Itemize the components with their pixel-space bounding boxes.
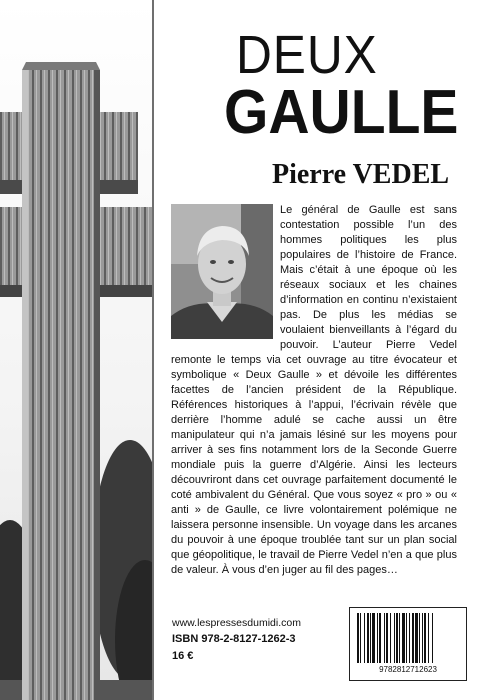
blurb-text: Le général de Gaulle est sans contestation possible l’un des hommes politiques les plus populaires de l’histoire de France. Mais c’était à une époque où les réseaux sociaux et les chaines d’information en continu n’existaient pas. De plus les médias se voulaient bienveillants à l’égard du pouvoir. L’auteur Pierre Vedel remonte le temps via cet ouvrage au titre évocateur et symbolique « Deux Gaulle » et dévoile les différentes facettes de l’ancien président de la République. Références historiques à l’appui, l’écrivain révèle que derrière l’homme adulé se cache aussi un être manipulateur qui n’a jamais lésiné sur les moyens pour arriver à ses fins notamment lors de la Seconde Guerre mondiale puis la guerre d’Algérie. Ainsi les lecteurs découvriront dans cet ouvrage parfaitement documenté le coté ambivalent du Général. Que vous soyez « pro » ou « anti » de Gaulle, ce livre volontairement polémique ne laissera personne insensible. Un voyage dans les arcanes du pouvoir à une époque troublée tant sur un plan social que géopolitique, le travail de Pierre Vedel n’en a que plus de valeur. À vous d’en juger au fil des pages… — [171, 204, 457, 576]
photo-spacer — [171, 203, 280, 339]
title-line-1: DEUX — [236, 25, 378, 85]
cross-of-lorraine-illustration — [0, 0, 152, 700]
barcode-bar — [360, 613, 361, 663]
barcode-bar — [432, 613, 433, 663]
barcode-bar — [415, 613, 418, 663]
barcode — [349, 607, 467, 681]
barcode-bar — [379, 613, 381, 663]
barcode-bar — [364, 613, 365, 663]
barcode-bar — [390, 613, 391, 663]
isbn: ISBN 978-2-8127-1262-3 — [172, 633, 296, 645]
cross-of-lorraine-image — [0, 0, 152, 700]
barcode-bar — [412, 613, 414, 663]
barcode-bar — [367, 613, 369, 663]
price: 16 € — [172, 650, 194, 662]
barcode-number: 9782812712623 — [379, 665, 437, 674]
barcode-bar — [386, 613, 388, 663]
barcode-bar — [419, 613, 420, 663]
barcode-bar — [399, 613, 400, 663]
barcode-bar — [424, 613, 426, 663]
back-cover-blurb — [171, 203, 457, 578]
barcode-bar — [428, 613, 429, 663]
barcode-bar — [396, 613, 398, 663]
barcode-bar — [422, 613, 423, 663]
barcode-bar — [372, 613, 375, 663]
barcode-bar — [357, 613, 359, 663]
barcode-bar — [394, 613, 395, 663]
barcode-bar — [406, 613, 407, 663]
barcode-bar — [377, 613, 378, 663]
title-line-2: GAULLE — [224, 78, 459, 147]
author-name: Pierre VEDEL — [272, 159, 450, 190]
barcode-bar — [370, 613, 371, 663]
barcode-bars — [356, 613, 460, 663]
publisher-website: www.lespressesdumidi.com — [172, 617, 301, 629]
barcode-bar — [402, 613, 405, 663]
barcode-bar — [384, 613, 385, 663]
barcode-bar — [409, 613, 410, 663]
